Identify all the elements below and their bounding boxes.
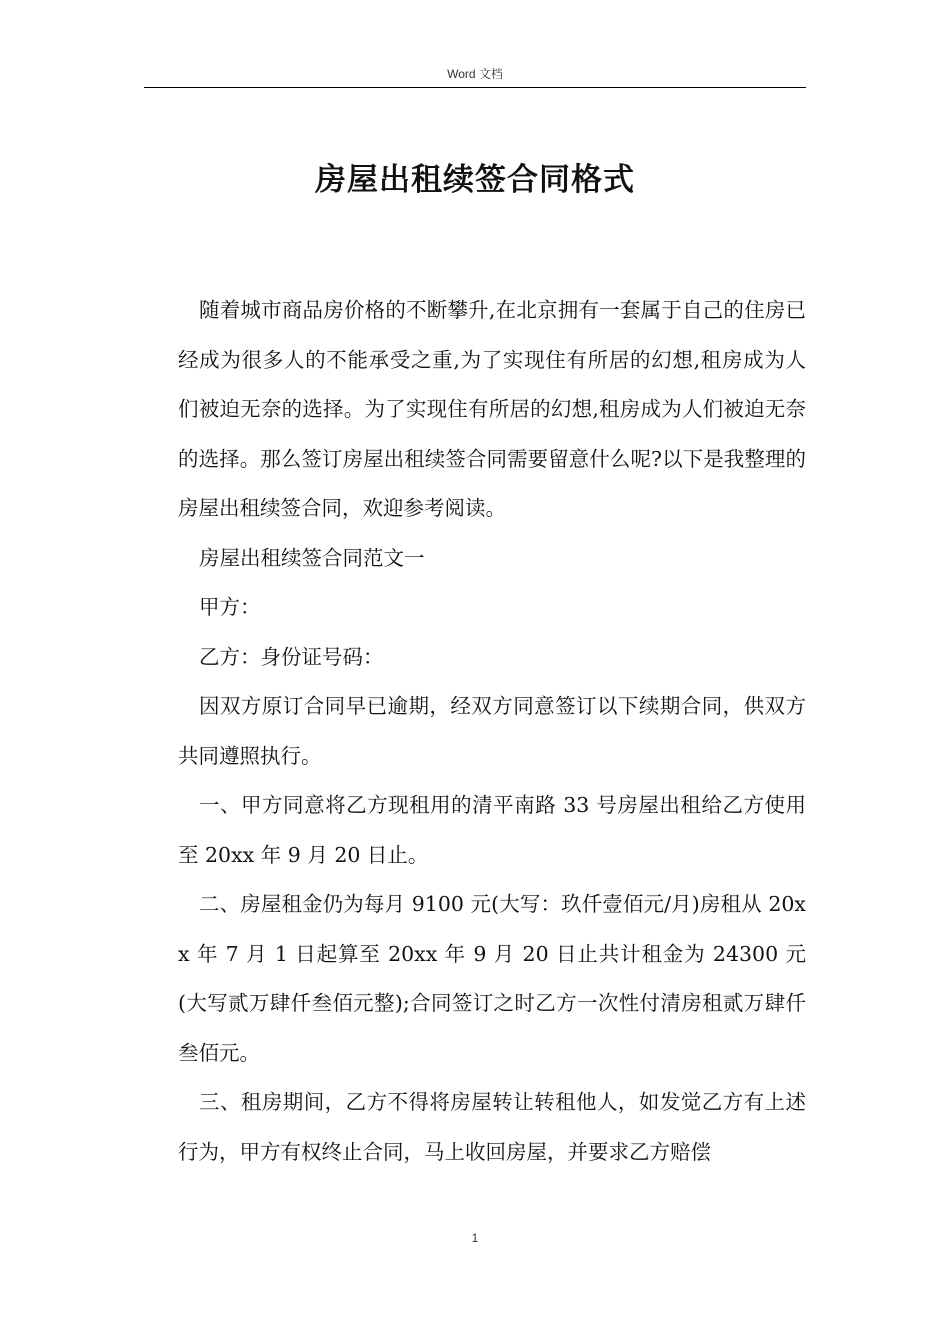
page-number: 1 (471, 1231, 479, 1245)
clause-three: 三、租房期间，乙方不得将房屋转让转租他人，如发觉乙方有上述行为，甲方有权终止合同，马上收回房屋，并要求乙方赔偿 (178, 1090, 806, 1164)
clause-one: 一、甲方同意将乙方现租用的清平南路 33 号房屋出租给乙方使用至 20xx 年 9 月 20 日止。 (178, 793, 806, 867)
document-title: 房屋出租续签合同格式 (315, 162, 635, 198)
clause-two: 二、房屋租金仍为每月 9100 元(大写：玖仟壹佰元/月)房租从 20xx 年 7 月 1 日起算至 20xx 年 9 月 20 日止共计租金为 24300 元(大写贰万肆仟叁佰元整);合同签订之时乙方一次性付清房租贰万肆仟叁佰元。 (178, 892, 806, 1065)
preamble-paragraph: 因双方原订合同早已逾期，经双方同意签订以下续期合同，供双方共同遵照执行。 (178, 694, 806, 768)
party-a-line: 甲方： (199, 595, 261, 619)
party-b-line: 乙方：身份证号码： (199, 644, 384, 669)
intro-paragraph: 随着城市商品房价格的不断攀升,在北京拥有一套属于自己的住房已经成为很多人的不能承受之重,为了实现住有所居的幻想,租房成为人们被迫无奈的选择。为了实现住有所居的幻想,租房成为人们被迫无奈的选择。那么签订房屋出租续签合同需要留意什么呢?以下是我整理的房屋出租续签合同，欢迎参考阅读。 (178, 298, 806, 520)
page-header: Word 文档 (447, 67, 503, 81)
section-heading: 房屋出租续签合同范文一 (199, 545, 425, 570)
header-rule (144, 87, 806, 88)
document-body (178, 286, 806, 1177)
